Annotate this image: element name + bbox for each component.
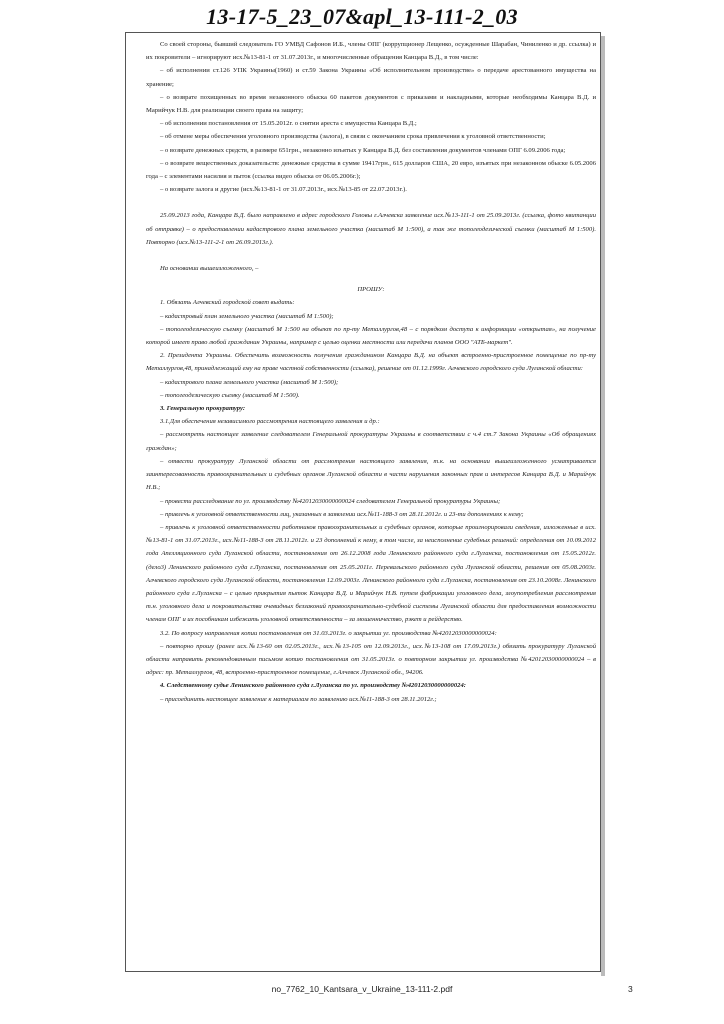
request-item-4a: – присоединить настоящее заявление к материалам по заявлению исх.№11-188-3 от 28.11.2012г.; bbox=[160, 695, 437, 703]
request-item-4: 4. Следственному судье Ленинского районного суда г.Луганска по уг. производству №42012030000000024: bbox=[160, 682, 466, 690]
page-number: 3 bbox=[628, 984, 633, 994]
list-item-bail: – об отмене меры обеспечения уголовного производства (залога), в связи с окончанием срока привлечения к уголовной ответственности; bbox=[160, 133, 546, 141]
request-item-3-2: 3.2. По вопросу направления копии постановления от 31.03.2013г. о закрытии уг. производства №42012030000000024: bbox=[160, 629, 497, 637]
document-title: 13-17-5_23_07&apl_13-111-2_03 bbox=[206, 4, 518, 29]
request-item-3-2a: – повторно прошу (ранее исх.№13-60 от 02.05.2013г., исх.№13-105 от 12.09.2013г., исх.№13-108 от 17.09.2013г.) обязать прокуратуру Луганской области направить рекомендованным письмом копию постановления от 31.05.2013г. о повторном закрытии уг. производства №42012030000000024 – в адрес: пр. Металлургов, 48, встроенно-пристроенное помещение, г.Алчевск Луганской обл., 94206. bbox=[146, 642, 596, 677]
page-shadow bbox=[601, 36, 605, 976]
list-item-evidence: – о возврате вещественных доказательств: денежные средства в сумме 19417грн., 615 долларов США, 20 евро, изъятых при незаконном обыске 6.05.2006 года – с элементами насилия и пыток (ссылка видео обыска от 06.05.2006г.); bbox=[146, 159, 596, 181]
request-item-3-1c: – провести расследование по уг. производству №42012030000000024 следователем Генеральной прокуратуры Украины; bbox=[160, 497, 501, 505]
list-item-storage: – об исполнении ст.126 УПК Украины(1960) и ст.59 Закона Украины «Об исполнительном производстве» о передаче арестованного имущества на хранение; bbox=[146, 67, 596, 88]
request-heading: ПРОШУ: bbox=[357, 286, 385, 294]
footer-filename: no_7762_10_Kantsara_v_Ukraine_13-111-2.pdf bbox=[271, 984, 453, 994]
list-item-deposit: – о возврате залога и другие (исх.№13-81-1 от 31.07.2013г., исх.№13-85 от 22.07.2013г.). bbox=[160, 186, 407, 194]
request-item-2b: – топогеодезическую съемку (масштаб М 1:500). bbox=[160, 391, 300, 399]
spacer bbox=[146, 196, 596, 209]
request-item-1b: – топогеодезическую съемку (масштаб М 1:500 на объект по пр-ту Металлургов,48 – с порядком доступа к информации «открытая», на получение которой имеет право любой гражданин Украины, например с целью оценки местности или передачи планов ООО "АТБ-маркет". bbox=[146, 325, 596, 347]
request-item-1: 1. Обязать Алчевский городской совет выдать: bbox=[160, 299, 295, 307]
request-item-3-1a: – рассмотреть настоящее заявление следователем Генеральной прокуратуры Украины в соответствии с ч.4 ст.7 Закона Украины «Об обращениях граждан»; bbox=[146, 431, 596, 452]
request-item-2a: – кадастрового плана земельного участка (масштаб М 1:500); bbox=[160, 378, 339, 386]
request-item-2: 2. Президента Украины. Обеспечить возможность получения гражданином Канцара В.Д. на объект встроенно-пристроенное помещение по пр-ту Металлургов,48, принадлежащий ему на праве частной собственности (ссылка), решение от 01.12.1999г. Алчевского городского суда Луганской области: bbox=[146, 352, 596, 373]
spacer bbox=[146, 249, 596, 262]
request-item-3: 3. Генеральную прокуратуру: bbox=[160, 405, 246, 413]
list-item-arrest-removal: – об исполнении постановления от 15.05.2012г. о снятии ареста с имущества Канцара В.Д.; bbox=[160, 120, 417, 128]
list-item-documents: – о возврате похищенных во время незаконного обыска 60 пакетов документов с приказами и накладными, которые необходимы Канцара В.Д. и Марийчук Н.В. для реализации своего права на защиту; bbox=[146, 93, 596, 115]
request-item-3-1d: – привлечь к уголовной ответственности лиц, указанных в заявлении исх.№11-188-3 от 28.11.2012г. и 23-ти дополнениях к нему; bbox=[160, 510, 524, 518]
paragraph-opposition: Со своей стороны, бывший следователь ГО УМВД Сафонов И.Б., члены ОПГ (коррупционер Лещенко, осужденные Шарабан, Чиниленко и др. ссылка) и их покровители – игнорируют исх.№13-81-1 от 31.07.2013г., и многочисленные обращения Канцара В.Д., в том числе: bbox=[146, 41, 596, 62]
list-item-cash-return: – о возврате денежных средств, в размере 651грн., незаконно изъятых у Канцара В.Д. без составления документов членами ОПГ 6.09.2006 года; bbox=[160, 146, 566, 154]
paragraph-basis: На основании вышеизложенного, – bbox=[160, 265, 259, 273]
spacer bbox=[146, 275, 596, 283]
request-item-3-1e: – привлечь к уголовной ответственности работников правоохранительных и судебных органов, которые проигнорировали сведения, изложенные в исх.№13-81-1 от 31.07.2013г., исх.№11-188-3 от 28.11.2012г. и 23 дополнений к нему, в том числе, за неисполнение судебных решений: определения от 10.09.2012 года Апелляционного суда Луганской области, постановления от 26.12.2008 года Ленинского районного суда г.Луганска, постановления от 15.05.2012г. (дело3) Ленинского районного суда г.Луганска, постановления от 25.05.2011г. Перевальского районного суда Луганской области, решения от 05.08.2003г. Алчевского городского суда Луганской области, постановления 12.09.2003г. Ленинского районного суда г.Луганска, постановления от 23.10.2008г. Ленинского районного суда г.Луганска – с целью прикрытия пыток Канцара В.Д. и Марийчук Н.В. путем фабрикации уголовного дела, злоупотребления рассмотрения т.н. уголовного дела и покровительства очевидных беззаконий правоохранительно-судебной системы Луганской области для предоставления возможности членам ОПГ и их пособникам избежать уголовной ответственности – за мошенничество, рэкет и рейдерство. bbox=[146, 523, 596, 624]
page-content bbox=[146, 38, 596, 706]
request-item-3-1b: – отвести прокуратуру Луганской области от рассмотрения настоящего заявления, т.к. на основании вышеизложенного усматривается заинтересованность правоохранительных и судебных органов Луганской области в части нарушения законных прав и интересов Канцара В.Д. и Марийчук Н.В.; bbox=[146, 457, 596, 492]
request-item-1a: – кадастровый план земельного участка (масштаб М 1:500); bbox=[160, 312, 334, 320]
paragraph-application: 25.09.2013 года, Канцара В.Д. было направлено в адрес городского Головы г.Алчевска заявление исх.№13-111-1 от 25.09.2013г. (ссылка, фото квитанции об отправке) – о предоставлении кадастрового плана земельного участка (масштаб М 1:500), а так же топогеодезической съемки (масштаб М 1:500). Повторно (исх.№13-111-2-1 от 26.09.2013г.). bbox=[146, 212, 596, 246]
request-item-3-1: 3.1.Для обеспечения независимого рассмотрения настоящего заявления и др.: bbox=[160, 418, 380, 426]
